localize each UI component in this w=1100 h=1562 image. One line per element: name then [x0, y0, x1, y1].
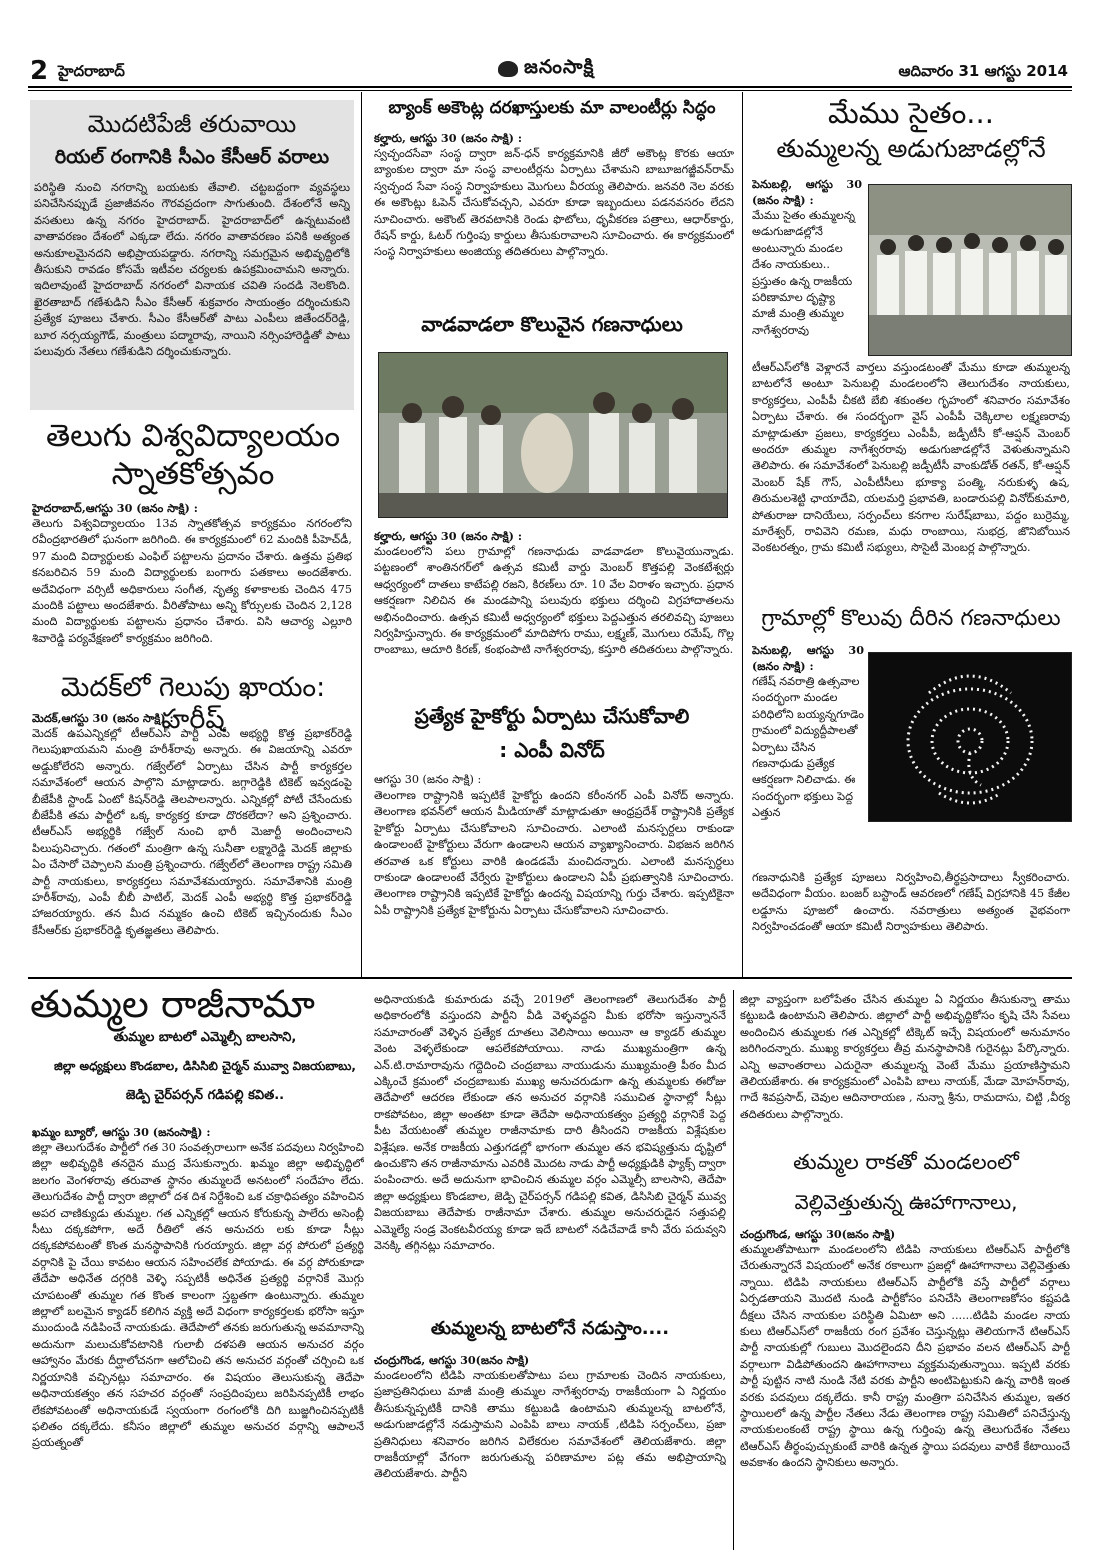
issue-date: ఆదివారం 31 ఆగస్టు 2014 — [898, 62, 1068, 80]
article-body: తుమ్మలతోపాటుగా మండలంలోని టిడిపి నాయకులు టిఆర్ఎస్ పార్టీలోకి చేరుతున్నారనే విషయంలో అనేక రకాలుగా ప్రజల్లో ఊహాగానాలు వెల్లివెత్తుతు న్నాయి. టిడిపి నాయకులు టిఆర్ఎస్ పార్టీలోకి వస్తే పార్టీలో వర్గాలు ఏర్పడతాయని మొదటి నుండి పార్టీకోసం పనిచేసి తెలంగాణకోసం కష్టపడి దీక్షలు చేసిన నాయకుల పరిస్థితి ఏమిటా అని ......టిడిపి మండల నాయ కులు టిఆర్ఎస్‌లో రాజకీయ రంగ ప్రవేశం చెస్తున్నట్లు తెలియగానే టిఆర్ఎస్ పార్టీ నాయకుల్లో గుబులు మొదలైందని దీని ప్రభావం వలన టిఆర్ఎస్ పార్టీ వర్గాలుగా విడిపోతుందని ఊహాగానాలు వ్యక్తమవుతున్నాయి. ఇప్పటి వరకు పార్టీ పుట్టిన నాటి నుండి నేటి వరకు పార్టీని అంటిపెట్టుకుని ఉన్న వారికి ఇంత వరకు పదవులు దక్కలేదు. కానీ రాష్ట్ర మంత్రిగా పనిచేసిన తుమ్మల, ఇతర స్థాయిలలో ఉన్న పార్టీల నేతలు నేడు తెలంగాణ రాష్ట్ర సమితిలో పనిచేస్తున్న నాయకులంకంటే రాష్ట్ర స్థాయి ఉన్న గుర్తింపు ఉన్న తెలుగుదేశం నేతలు టిఆర్ఎస్ తీర్థంపుచ్చుకుంటే వారికి ఉన్నత స్థాయి పదవులు వారికే కేటాయించే అవకాశం ఉందని స్థానికులు అన్నారు. — [740, 1243, 1070, 1470]
article-title: వెల్లివెత్తుతున్న ఊహాగానాలు, — [794, 1190, 1018, 1214]
article-body: టీఆర్ఎస్‌లోకి వెళ్లారనే వార్తలు వస్తుండటంతో మేము కూడా తుమ్మలన్న బాటలోనే అంటూ పెనుబల్లి మండలంలోని తెలుగుదేశం నాయకులు, కార్యకర్తలు, ఎంపీపీ చీకటి బేబి శకుంతల గృహంలో శనివారం సమావేశం ఏర్పాటు చేశారు. ఈ సందర్భంగా వైస్ ఎంపీపీ చెక్కిలాల లక్ష్మణరావు మాట్లాడుతూ ప్రజలు, కార్యకర్తలు ఎంపీపీ, జడ్పీటీసీ కో-ఆప్షన్ మెంబర్ అందరూ తుమ్మల నాగేశ్వరరావు అడుగుజాడల్లోనే వెళుతున్నామని తెలిపారు. ఈ సమావేశంలో పెనుబల్లి జడ్పీటీసీ వాంకుడోత్ రతన్, కో-ఆప్షన్ మెంబర్ షేక్ గౌస్, ఎంపీటీసీలు భూక్యా పంత్మి, నరుకుళ్ళ ఉష, తిరుమలశెట్టి ఛాయాదేవి, యలమర్తి ప్రభావతి, బండారుపల్లి వినోద్‌కుమారి, పోతురాజు దానియేలు, సర్పంచ్‌లు కనగాల సురేష్‌బాబు, పద్దం బుర్రెమ్మ, మారేశ్వర్, రావివెని రమణ, మధు రాంబాయి, సుభద్ర, జొనిబోయిన వెంకటరత్నం, గ్రామ కమిటీ సభ్యులు, సొసైటీ మెంబర్ల పాల్గొన్నారు. — [752, 361, 1070, 555]
masthead-rule-thin — [28, 90, 1072, 91]
ganesh-procession-photo — [378, 352, 728, 518]
dateline: హైదరాబాద్,ఆగస్టు 30 (జనం సాక్షి) : — [32, 501, 198, 515]
dateline: పెనుబల్లి, ఆగస్టు 30 (జనం సాక్షి) : — [752, 177, 862, 208]
masthead-rule — [28, 86, 1072, 88]
article-title: మెదక్‌లో గెలుపు ఖాయం: హరీష్ — [60, 672, 326, 736]
dateline: కల్హారు, ఆగస్టు 30 (జనం సాక్షి) : — [374, 131, 522, 145]
article-body: జిల్లా తెలుగుదేశం పార్టీలో గత 30 సంవత్సరాలుగా అనేక పదవులు నిర్వహించి జిల్లా అభివృద్ధికి తనదైన ముద్ర వేసుకున్నారు. ఖమ్మం జిల్లా అభివృద్ధిలో జలగం వెంగళరావు తరువాత స్థానం తుమ్మలదే అనటంలో సందేహం లేదు. తెలుగుదేశం పార్టీ ద్వారా జిల్లాలో దశ దిశ నిర్దేశించి ఒక చక్రాధిపత్యం వహించిన అపర చాణిక్యుడు తుమ్మల. గత ఎన్నికల్లో ఆయన కోరుకున్న పాలేరు అసెంబ్లీ సీటు దక్కకపోగా, అదే రీతిలో తన అనుచరు లకు కూడా సీట్లు దక్కకపోవటంతో కొంత మనస్థాపానికి గురయ్యారు. జిల్లా వర్గ పోరులో ప్రత్యర్థి వర్గానికి పై చేయి కావటం ఆయన సహించలేక పోయాడు. ఈ వర్గ పోరుకూడా తేదేపా అధినేత దగ్గరికి వెళ్ళి సప్పటికీ అధినేత ప్రత్యర్థి వర్గానికే మొగ్గు చూపటంతో తుమ్మల గత కొంత కాలంగా స్తబ్దతగా ఉంటున్నారు. తుమ్మల జిల్లాలో బలమైన క్యాడర్ కలిగిన వ్యక్తి అదే విధంగా కార్యకర్తలకు భరోసా ఇస్తూ ముందుండి నడిపించే నాయకుడు. తెదేపాలో తనకు జరుగుతున్న అవమానాన్ని అదునుగా మలుచుకోవటానికి గులాబీ దళపతి ఆయన అనుచర వర్గం ఆహ్వానం మేరకు దీర్ఘాలోచనగా ఆలోచించి తన అనుచర వర్గంతో చర్చించి ఒక నిర్ణయానికి వచ్చినట్లు సమాచారం. ఈ విషయం తెలుసుకున్న తెదేపా అధినాయకత్వం తన సహచర వర్గంతో సంప్రదింపులు జరిపినప్పటికీ లాభం లేకపోవటంతో అధినాయకుడే స్వయంగా రంగంలోకి దిగి బుజ్జగించినప్పటికీ ఫలితం దక్కలేదు. కనీసం జిల్లాలో తుమ్మల అనుచర వర్గాన్ని ఆపాలనే ప్రయత్నంతో — [32, 1141, 364, 1450]
ganesh-lights-icon — [869, 653, 1071, 821]
dateline: ఖమ్మం బ్యూరో, ఆగస్టు 30 (జనంసాక్షి) : — [32, 1125, 211, 1139]
paper-logo — [498, 56, 594, 82]
lighted-ganesh-photo — [868, 652, 1072, 822]
article-body: పరిస్థితి నుంచి నగరాన్ని బయటకు తేవాలి. చట్టబద్దంగా వ్యవస్థలు పనిచేసినప్పుడే ప్రజాజీవనం గౌరవప్రదంగా సాగుతుంది. దేశంలోనే అన్ని వసతులు ఉన్న నగరం హైదరాబాద్. హైదరాబాద్‌లో ఉన్నటువంటి వాతావరణం దేశంలో ఎక్కడా లేదు. నగరం వాతావరణం పనికి అత్యంత అనుకూలమైనదని అభిప్రాయపడ్డారు. నగరాన్ని సమగ్రమైన అభివృద్దిలోకి తీసుకుని రావడం కోసమే ఇటీవల చర్యలకు ఉపక్రమించామని అన్నారు. ఇదిలావుంటే హైదరాబాద్ నగరంలో వినాయక చవితి సందడి నెలకొంది. ఖైరతాబాద్ గణేశుడిని సీఎం కేసీఆర్ శుక్రవారం సాయంత్రం దర్శించుకుని ప్రత్యేక పూజలు చేశారు. సీఎం కేసీఆర్‌తో పాటు ఎంపీలు జితేందర్‌రెడ్డి, బూర నర్సయ్యగౌడ్, మంత్రులు పద్మారావు, నాయిని నర్సింహారెడ్డితో పాటు పలువురు నేతలు గణేశుడిని దర్శించుకున్నారు. — [34, 181, 350, 359]
dateline: చంద్రుగొండ, ఆగస్టు 30(జనం సాక్షి) — [740, 1227, 896, 1241]
article-subtitle: జెడ్పి చైర్‌పర్సన్ గడిపల్లి కవిత.. — [125, 1088, 285, 1103]
article-title: తుమ్మల రాజీనామా — [30, 982, 315, 1026]
logo-icon — [498, 61, 518, 77]
article-title: మేము సైతం... — [828, 96, 994, 130]
article-subtitle: తుమ్మల బాటలో ఎమ్మెల్సీ బాలసాని, — [113, 1030, 297, 1045]
article-title: వాడవాడలా కొలువైన గణనాధులు — [421, 312, 683, 336]
people-group-icon — [869, 185, 1071, 355]
article-body: గణనాధునికి ప్రత్యేక పూజలు నిర్వహించి,తీర్థప్రసాదాలు స్వీకరించారు. అదేవిధంగా వీయం. బంజర్ బస్టాండ్ ఆవరణలో గణేష్ విగ్రహానికి 45 కేజీల లడ్డూను పూజలో ఉంచారు. నవరాత్రులు అత్యంత వైభవంగా నిర్వహించడంతో ఆయా కమిటీ నిర్వాహకులు తెలిపారు. — [752, 871, 1070, 934]
article-title: తుమ్మలన్న అడుగుజాడల్లోనే — [776, 134, 1046, 163]
article-title: గ్రామాల్లో కొలువు దీరిన గణనాధులు — [761, 606, 1061, 631]
dateline: పెనుబల్లి, ఆగస్టు 30 (జనం సాక్షి) : — [752, 643, 864, 674]
article-title: రియల్ రంగానికి సీఎం కేసీఆర్ వరాలు — [54, 146, 330, 168]
article-title: ప్రత్యేక హైకోర్టు ఏర్పాటు చేసుకోవాలి — [414, 704, 690, 728]
article-body: మెదక్ ఉపఎన్నికల్లో టీఆర్ఎస్ పార్టీ ఎంపీ అభ్యర్థి కొత్త ప్రభాకర్‌రెడ్డి గెలుపుఖాయమని మంత్రి హరీశ్‌రావు అన్నారు. ఈ విజయాన్ని ఎవరూ అడ్డుకోలేరని అన్నారు. గజ్వేల్‌లో ఏర్పాటు చేసిన పార్టీ కార్యకర్తల సమావేశంలో ఆయన పాల్గొని మాట్లాడారు. జగ్గారెడ్డికి టికెట్ ఇవ్వడంపై బీజేపీకి స్టాండ్ ఏంటో కిషన్‌రెడ్డి తెలపాలన్నారు. ఎన్నికల్లో పోటీ చేసేందుకు బీజేపీకి తమ పార్టీలో ఒక్క కార్యకర్త కూడా దొరకలేదా? అని ప్రశ్నించారు. టీఆర్ఎస్ అభ్యర్థికి గజ్వేల్ నుంచి భారీ మెజార్టీ అందించాలని పిలుపునిచ్చారు. గతంలో మంత్రిగా ఉన్న సునీతా లక్ష్మారెడ్డి మెదక్ జిల్లాకు ఏం చేసారో చెప్పాలని మంత్రి ప్రశ్నించారు. గజ్వేల్‌లో తెలంగాణ రాష్ట్ర సమితి పార్టీ నాయకులు, కార్యకర్తలు సమావేశమయ్యారు. సమావేశానికి మంత్రి హరీశ్‌రావు, ఎంపీ బీబీ పాటిల్, మెదక్ ఎంపీ అభ్యర్థి కొత్త ప్రభాకర్‌రెడ్డి హాజరయ్యారు. తన మీద నమ్మకం ఉంచి టికెట్ ఇచ్చినందుకు సీఎం కేసీఆర్‌కు ప్రభాకర్‌రెడ్డి కృతజ్ఞతలు తెలిపారు. — [32, 727, 352, 937]
dateline: చంద్రుగొండ, ఆగస్టు 30(జనం సాక్షి) — [374, 1353, 530, 1367]
people-group-icon — [379, 353, 727, 517]
continuation-kicker: మొదటిపేజీ తరువాయి — [87, 110, 297, 138]
tdp-meeting-photo — [868, 184, 1072, 356]
article-body: మండలంలోని టిడిపి నాయకులతోపాటు పలు గ్రామాలకు చెందిన నాయకులు, ప్రజాప్రతినిధులు మాజీ మంత్రి తుమ్మల నాగేశ్వరరావు రాజకీయంగా ఏ నిర్ణయం తీసుకున్నప్పటికీ దానికి తాము కట్టుబడి ఉంటామని తుమ్మలన్న బాటలోనే, అడుగుజాడల్లోనే నడుస్తామని ఎంపిపి బాలు నాయక్ ,టిడిపి సర్పంచ్‌లు, ప్రజా ప్రతినిధులు శనివారం జరిగిన విలేకరుల సమావేశంలో తెలియజేశారు. జిల్లా రాజకీయాల్లో వేగంగా జరుగుతున్న పరిణామాల పట్ల తమ అభిప్రాయాన్ని తెలియజేశారు. పార్టీని — [374, 1369, 726, 1481]
article-title: స్నాతకోత్సవం — [111, 456, 275, 492]
article-body: స్వచ్ఛందసేవా సంస్థ ద్వారా జన్-ధన్ కార్యక్రమానికి జీరో అకౌంట్ల కొరకు ఆయా బ్యాంకుల ద్వారా మా సంస్థ వాలంటీర్లను ఏర్పాటు చేశామని బాబూజగజ్జీవన్‌రామ్ స్వచ్ఛంద సేవా సంస్థ నిర్వాహకులు మొగులు వీరయ్య తెలిపారు. జనవరి నెల వరకు ఈ అకౌంట్లు ఓపెన్ చేసుకోవచ్చని, ఎవరూ కూడా ఇబ్బందులు పడనవసరం లేదని సూచించారు. అకౌంట్ తెరవటానికి రెండు ఫొటోలు, ధృవీకరణ పత్రాలు, ఆధార్‌కార్డు, రేషన్ కార్డు, ఓటర్ గుర్తింపు కార్డులు తీసుకురావాలని సూచించారు. ఈ కార్యక్రమంలో సంస్థ నిర్వాహకులు అంజియ్య తదితరులు పాల్గొన్నారు. — [374, 147, 734, 259]
column-divider — [733, 990, 734, 1550]
article-body: మండలంలోని పలు గ్రామాల్లో గణనాధుడు వాడవాడలా కొలువైయున్నాడు. పట్టణంలో శాంతినగర్‌లో ఉత్సవ కమిటీ వార్డు మెంబర్ కొత్తపల్లి వెంకటేశ్వర్లు ఆధ్వర్యంలో దాతలు కాటేపల్లి రజని, కిరణ్‌లు రూ. 10 వేల విరాళం ఇచ్చారు. ప్రధాన ఆకర్షణగా నిలిచిన ఈ మండపాన్ని పలువురు భక్తులు దర్శించి విగ్రహాదాతలను అభినందించారు. ఉత్సవ కమిటీ అధ్వర్యంలో భక్తులు పెద్దఎత్తున తరలివచ్చి పూజలు నిర్వహిస్తున్నారు. ఈ కార్యక్రమంలో మాదిపోగు రాము, లక్ష్మణ్, మొగులు రమేష్, గొల్ల రాంబాబు, ఆదూరి కిరణ్, కంభంపాటి నాగేశ్వరరావు, కస్తూరి తదితరులు పాల్గొన్నారు. — [374, 545, 734, 657]
article-body: తెలుగు విశ్వవిద్యాలయం 13వ స్నాతకోత్సవ కార్యక్రమం నగరంలోని రవీంద్రభారతిలో ఘనంగా జరిగింది. ఈ కార్యక్రమంలో 62 మందికి పీహెచ్‌డీ, 97 మంది విద్యార్థులకు ఎంఫిల్ పట్టాలను ప్రదానం చేశారు. ఉత్తమ ప్రతిభ కనబరిచిన 59 మంది విద్యార్థులకు బంగారు పతకాలు అందజేశారు. అదేవిధంగా వర్సిటీ అధికారులు సంగీత, నృత్య కళాకాలకు చెందిన 475 మందికి పట్టాలు అందజేశారు. వీరితోపాటు అన్ని కోర్సులకు చెందిన 2,128 మంది విద్యార్థులకు పట్టాలను ప్రధానం చేశారు. విసి ఆచార్య ఎల్లూరి శివారెడ్డి పర్యవేక్షణలో కార్యక్రమం జరిగింది. — [32, 517, 352, 645]
article-body: తెలంగాణ రాష్ట్రానికి ఇప్పటికే హైకోర్టు ఉందని కరీంనగర్ ఎంపీ వినోద్ అన్నారు. తెలంగాణ భవన్‌లో ఆయన మీడియాతో మాట్లాడుతూ ఆంధ్రప్రదేశ్ రాష్ట్రానికి ప్రత్యేక హైకోర్టు ఏర్పాటు చేసుకోవాలని సూచించారు. ఎలాంటి మనస్పర్దలు రాకుండా ఉండాలంటే హైకోర్టులు వేరుగా ఉండాలని ఆయన వ్యాఖ్యానించారు. విభజన జరిగిన తరవాత ఒక కోర్టులు వారికి ఉండడమే మంచిదన్నారు. ఎలాంటి మనస్పర్ధలు రాకుండా ఉండాలంటే వేర్వేరు హైకోర్టులు ఉండాలని ఏపీ ప్రభుత్వానికి సూచించారు. తెలంగాణ రాష్ట్రానికి ఇప్పటికే హైకోర్టు ఉందన్న విషయాన్ని గుర్తు చేశారు. ఇప్పటికైనా ఏపీ రాష్ట్రానికి ప్రత్యేక హైకోర్టును ఏర్పాటు చేసుకోవాలని సూచించారు. — [374, 789, 734, 917]
article-title: తెలుగు విశ్వవిద్యాలయం — [45, 418, 341, 454]
article-body: మేము సైతం తుమ్మలన్న అడుగుజాడల్లోనే అంటున్నారు మండల దేశం నాయకులు.. ప్రస్తుతం ఉన్న రాజకీయ పరిణామాల దృష్ట్యా మాజీ మంత్రి తుమ్మల నాగేశ్వరరావు — [752, 209, 856, 337]
article-title: : ఎంపీ వినోద్ — [499, 738, 605, 762]
article-title: బ్యాంక్ అకౌంట్ల దరఖాస్తులకు మా వాలంటీర్లు సిద్ధం — [388, 98, 716, 118]
dateline: కల్హారు, ఆగస్టు 30 (జనం సాక్షి) : — [374, 529, 522, 543]
article-subtitle: జిల్లా అధ్యక్షులు కొండబాల, డిసిసిబి చైర్మన్ మువ్వా విజయబాబు, — [54, 1059, 356, 1073]
dateline: ఆగస్టు 30 (జనం సాక్షి) : — [374, 773, 482, 786]
article-body: అధినాయకుడి కుమారుడు వచ్చే 2019లో తెలంగాణలో తెలుగుదేశం పార్టీ అధికారంలోకి వస్తుందని పార్టీని వీడి వెళ్ళవద్దని మీకు భరోసా ఇస్తున్నాననే సమాచారంతో వెళ్ళిన ప్రత్యేక దూతలు వెలిసాయి అయినా ఆ క్యాడర్ తుమ్మల వెంట వెళ్ళలేకుండా ఆపలేకపోయాయి. నాడు ముఖ్యమంత్రిగా ఉన్న ఎన్.టి.రామారావును గద్దెదించి చంద్రబాబు నాయుడును ముఖ్యమంత్రి పీఠం మీద ఎక్కించే క్రమంలో చంద్రబాబుకు ముఖ్య అనుచరుడుగా ఉన్న తుమ్మలకు ఈరోజు తెదేపాలో ఆదరణ లేకుండా తన అనుచర వర్గానికి సముచిత స్థానాల్లో సీట్లు రాకపోవటం, జిల్లా అంతటా కూడా తెదేపా అధినాయకత్వం ప్రత్యర్థి వర్గానికే పెద్ద పీట వేయటంతో తుమ్మల రాజీనామాకు దారి తీసిందని రాజకీయ విశ్లేషకుల విశ్లేషణ. అనేక రాజకీయ ఎత్తుగడల్లో భాగంగా తుమ్మల తన భవిష్యత్తును దృష్టిలో ఉంచుకొని తన రాజీనామాను ఎవరికి మొదట నాడు పార్టీ అధ్యక్షుడికి ఫ్యాక్స్ ద్వారా పంపించారు. అదే అదునుగా భావించిన తుమ్మల వర్గం ఎమ్మెల్సీ బాలసాని, తెదేపా జిల్లా అధ్యక్షులు కొండబాల, జెడ్పి చైర్‌పర్సన్ గడిపల్లి కవిత, డిసిసిబి చైర్మన్ మువ్వ విజయబాబు తెదేపాకు రాజీనామా చేశారు. తుమ్మల అనుచరుడైన సత్తుపల్లి ఎమ్మెల్యే సండ్ర వెంకటవీరయ్య కూడా ఇదే బాటలో నడిచేవాడే కానీ వేరు పదువ్వని వెనక్కి తగ్గినట్లు సమాచారం. — [374, 993, 726, 1253]
page-number: 2 — [30, 56, 49, 86]
paper-name: జనంసాక్షి — [524, 55, 595, 78]
column-divider — [742, 92, 743, 977]
article-title: తుమ్మలన్న బాటలోనే నడుస్తాం.... — [430, 1318, 670, 1339]
article-title: తుమ్మల రాకతో మండలంలో — [793, 1150, 1019, 1174]
dateline: మెదక్,ఆగస్టు 30 (జనం సాక్షి) : — [32, 711, 174, 725]
section-name: హైదరాబాద్ — [58, 62, 125, 80]
article-body: గణేష్ నవరాత్రి ఉత్సవాల సందర్భంగా మండల పరిధిలోని బయ్యన్నగూడెం గ్రామంలో విద్యుద్దీపాలతో ఏర్పాటు చేసిన గణనాధుడు ప్రత్యేక ఆకర్షణగా నిలిచాడు. ఈ సందర్భంగా భక్తులు పెద్ద ఎత్తున — [752, 675, 864, 820]
section-divider — [28, 977, 1072, 979]
article-body: జిల్లా వ్యాప్తంగా బలోపేతం చేసిన తుమ్మల ఏ నిర్ణయం తీసుకున్నా తాము కట్టుబడి ఉంటామని తెలిపారు. జిల్లాలో పార్టీ అభివృద్దికోసం కృషి చేసి సేవలు అందించిన తుమ్మలకు గత ఎన్నికల్లో టిక్కెట్ ఇచ్చే విషయంలో అనుమానం జరిగిందన్నారు. ముఖ్య కార్యకర్తలు తీవ్ర మనస్థాపానికి గురైనట్లు పేర్కొన్నారు. ఎన్ని అవాంతరాలు ఎదురైనా తుమ్మలన్న వెంటే మేము ప్రయాణిస్తామని తెలియజేశారు. ఈ కార్యక్రమంలో ఎంపిపి బాలు నాయక్, మేడా మోహన్‌రావు, గాదే శివప్రసాద్, చెవుల ఆదినారాయణ , నున్నా శ్రీను, రామదాసు, చిట్టి ,వీర్య తదితరులు పాల్గొన్నారు. — [740, 993, 1070, 1121]
column-divider — [361, 92, 362, 977]
